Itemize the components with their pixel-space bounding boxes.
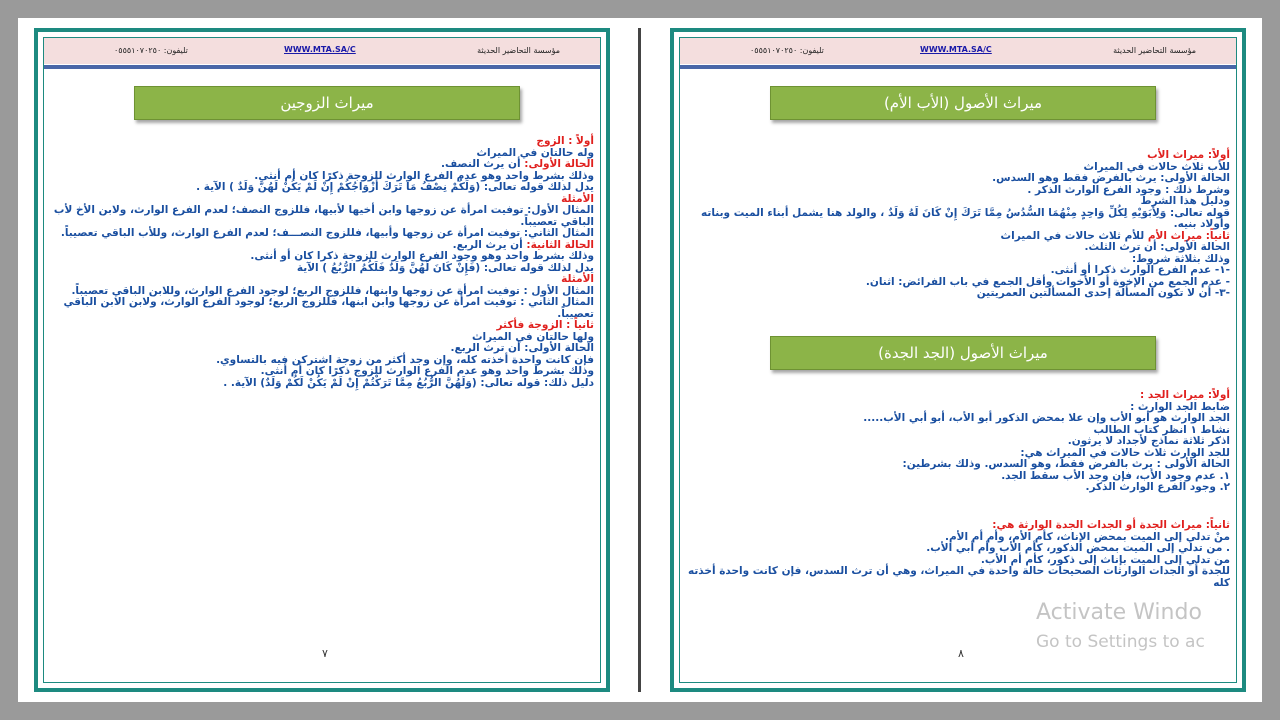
left-page <box>34 28 610 692</box>
body-text: وذلك بشرط واحد وهو عدم الفرع الوارث للزوجة ذكرًا كان أم أنثى. <box>254 169 594 182</box>
text-line <box>48 263 594 275</box>
body-text: وله حالتان في الميراث <box>476 146 594 159</box>
right-page-inner <box>679 37 1237 683</box>
body-text: المثال الثاني: توفيت امرأة عن زوجها وأبيها، فللزوج النصـــف؛ لعدم الفرع الوارث، وللأب الباقي تعصيباً. <box>60 227 594 239</box>
body-text: الحالة الأولى: أن ترث الربع. <box>450 342 594 354</box>
body-text: - عدم الجمع من الإخوة أو الأخوات وأقل الجمع في باب الفرائض: اثنان. <box>865 275 1230 288</box>
heading-text: أولاً: ميراث الأب <box>1147 149 1230 161</box>
heading-text: الحالة الثانية: <box>526 238 594 251</box>
header-org: مؤسسة التحاضير الحديثة <box>477 46 560 55</box>
body-text: ٢. وجود الفرع الوارث الذكر. <box>1085 481 1230 493</box>
left-page-inner <box>43 37 601 683</box>
body-text: الجد الوارث هو أبو الأب وإن علا بمحض الذكور أبو الأب، أبو أبي الأب..... <box>863 412 1230 424</box>
right-page-body-grandmother <box>684 520 1230 589</box>
body-text: أن يرث النصف. <box>441 158 525 170</box>
body-text: فإن كانت واحدة أخذته كله، وإن وجد أكثر من زوجة اشتركن فيه بالتساوي. <box>216 353 594 366</box>
body-text: المثال الثاني : توفيت امرأة عن زوجها وابن ابنها، فللزوج الربع؛ لوجود الفرع الوارث، ولابن الابن الباقي تعصيباً. <box>63 296 594 320</box>
heading-text: أولاً : الزوج <box>536 135 594 147</box>
body-text: الحالة الأولى: أن ترث الثلث. <box>1084 241 1230 253</box>
body-text: للأم ثلاث حالات في الميراث <box>1000 229 1148 242</box>
right-page-body-grandfather <box>684 390 1230 494</box>
header-rule <box>44 65 600 69</box>
heading-text: الأمثلة <box>561 192 594 205</box>
right-page-body-parents <box>684 150 1230 300</box>
body-text: -١- عدم الفرع الوارث ذكرا أو أنثى. <box>1050 264 1230 276</box>
activation-watermark-line1: Activate Windo <box>1036 600 1202 625</box>
page-header <box>44 38 600 64</box>
page-header <box>680 38 1236 64</box>
heading-text: أولاً: ميراث الجد : <box>1140 389 1230 401</box>
right-page <box>670 28 1246 692</box>
body-text: للأب ثلاث حالات في الميراث <box>1083 160 1230 173</box>
body-text: للجد الوارث ثلاث حالات في الميراث هي: <box>1020 446 1230 459</box>
body-text: ضابط الجد الوارث : <box>1130 400 1230 413</box>
body-text: وشرط ذلك : وجود الفرع الوارث الذكر . <box>1027 183 1230 196</box>
section-title-spouses: ميراث الزوجين <box>134 86 520 120</box>
page-number: ٨ <box>958 647 964 660</box>
body-text: ولها حالتان في الميراث <box>471 330 594 343</box>
activation-watermark-line2: Go to Settings to ac <box>1036 632 1205 652</box>
body-text: للجدة أو الجدات الوارثات الصحيحات حالة واحدة في الميراث، وهي أن ترث السدس، فإن كانت واحدة أخذته كله <box>688 565 1230 589</box>
text-line <box>684 566 1230 589</box>
header-tel: تليفون: ٠٥٥٥١٠٧٠٢٥٠ <box>114 46 188 55</box>
body-text: منْ تدلي إلى الميت بمحض الإناث، كأم الأم، وأم أم الأم. <box>944 530 1230 543</box>
body-text: الحالة الأولى : يرث بالفرض فقط، وهو السدس. وذلك بشرطين: <box>902 458 1230 470</box>
body-text: نشاط ١ انظر كتاب الطالب <box>1093 423 1230 436</box>
body-text: المثال الأول: توفيت امرأة عن زوجها وابن أخيها لأبيها، فللزوج النصف؛ لعدم الفرع الوارث، ولابن الأخ لأب الباقي تعصيباً. <box>53 204 594 228</box>
body-text: ١. عدم وجود الأب، فإن وجد الأب سقط الجد. <box>1001 469 1230 482</box>
text-line <box>48 205 594 228</box>
text-line <box>684 208 1230 231</box>
heading-text: ثانياً: ميراث الأم <box>1147 229 1230 242</box>
header-url-link[interactable]: WWW.MTA.SA/C <box>920 45 992 54</box>
body-text: يدل لذلك قوله تعالى: (فَإِنْ كَانَ لَهُنَّ وَلَدٌ فَلَكُمُ الرُّبُعُ ) الآية <box>296 261 594 274</box>
body-text: من تدلي إلى الميت بإناث إلى ذكور، كأم أم الأب. <box>980 553 1230 566</box>
header-rule <box>680 65 1236 69</box>
body-text: وذلك بثلاثة شروط: <box>1132 252 1230 265</box>
text-line <box>48 182 594 194</box>
text-line <box>684 482 1230 494</box>
text-line <box>48 297 594 320</box>
body-text: ودليل هذا الشرط <box>1140 195 1230 207</box>
text-line <box>684 288 1230 300</box>
page-number: ٧ <box>322 647 328 660</box>
text-line <box>48 378 594 390</box>
body-text: يدل لذلك قوله تعالى: (وَلَكُمْ نِصْفُ مَا تَرَكَ أَزْوَاجُكُمْ إِنْ لَمْ يَكُنْ لَهُنَّ وَلَدٌ ) الآية . <box>196 181 594 193</box>
body-text: اذكر ثلاثة نماذج لأجداد لا يرثون. <box>1067 435 1230 447</box>
section-title-parents: ميراث الأصول (الأب الأم) <box>770 86 1156 120</box>
heading-text: الحالة الأولى: <box>524 158 594 170</box>
heading-text: ثانياً: ميراث الجدة أو الجدات الجدة الوارثة هي: <box>992 519 1230 531</box>
header-org: مؤسسة التحاضير الحديثة <box>1113 46 1196 55</box>
header-tel: تليفون: ٠٥٥٥١٠٧٠٢٥٠ <box>750 46 824 55</box>
body-text: المثال الأول : توفيت امرأة عن زوجها وابنها، فللزوج الربع؛ لوجود الفرع الوارث، وللابن الباقي تعصيباً. <box>71 284 594 297</box>
body-text: . من تدلي إلى الميت بمحض الذكور، كأم الأب وأم أبي الأب. <box>926 542 1230 554</box>
body-text: وذلك بشرط واحد وهو عدم الفرع الوارث للزوج ذكرًا كان أم أنثى. <box>260 365 594 377</box>
header-url-link[interactable]: WWW.MTA.SA/C <box>284 45 356 54</box>
body-text: أن يرث الربع. <box>452 238 527 251</box>
body-text: -٣- أن لا تكون المسألة إحدى المسألتين العمريتين <box>976 287 1230 299</box>
body-text: وذلك بشرط واحد وهو وجود الفرع الوارث للزوجة ذكرا كان أو أنثى. <box>250 250 594 262</box>
heading-text: الأمثلة <box>561 273 594 285</box>
body-text: دليل ذلك: قوله تعالى: (وَلَهُنَّ الرُّبُعُ مِمَّا تَرَكْتُمْ إِنْ لَمْ يَكُنْ لَكُمْ وَلَدٌ) الآية. . <box>223 376 594 389</box>
section-title-grandparents: ميراث الأصول (الجد الجدة) <box>770 336 1156 370</box>
book-spine <box>638 28 641 692</box>
body-text: الحالة الأولى: يرث بالفرض فقط وهو السدس. <box>992 172 1230 184</box>
heading-text: ثانياً : الزوجة فأكثر <box>496 319 594 331</box>
left-page-body <box>48 136 594 389</box>
body-text: قوله تعالى: وَلِأَبَوَيْهِ لِكُلِّ وَاحِدٍ مِنْهُمَا السُّدُسُ مِمَّا تَرَكَ إِنْ كَانَ لَهُ وَلَدٌ ، والولد هنا يشمل أبناء الميت وبناته وأولاد بنيه. <box>701 206 1230 230</box>
